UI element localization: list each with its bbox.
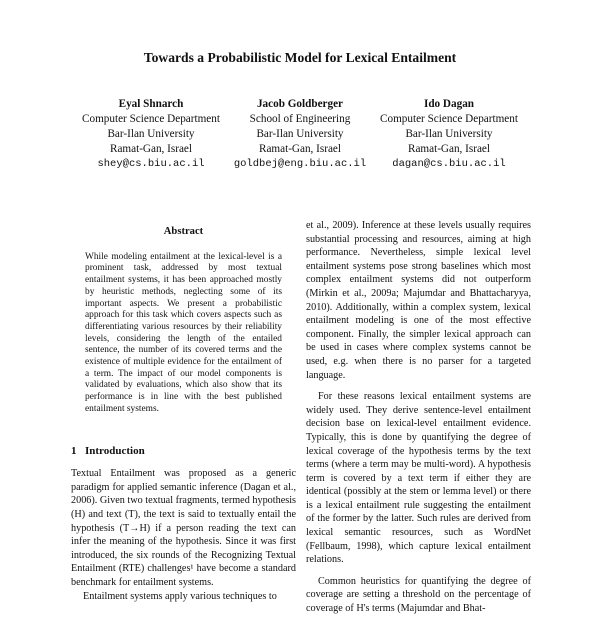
author-institution: Bar-Ilan University xyxy=(256,128,344,140)
author-name: Ido Dagan xyxy=(423,98,475,110)
author-block-3 xyxy=(369,97,529,172)
body-paragraph-3: Common heuristics for quantifying the degree of coverage are setting a threshold on the percentage of coverage of H's terms (Majumdar and Bhat- xyxy=(306,575,531,615)
author-institution: Bar-Ilan University xyxy=(107,128,195,140)
author-name: Eyal Shnarch xyxy=(118,98,184,110)
abstract-heading: Abstract xyxy=(163,226,204,237)
author-city: Ramat-Gan, Israel xyxy=(258,143,341,155)
abstract-text: While modeling entailment at the lexical-level is a prominent task, addressed by most textual entailment systems, it has been approached mostly by heuristic methods, neglecting some of its important aspects. We present a probabilistic approach for this task which covers aspects such as differentiating various resources by their reliability levels, considering the length of the entailed sentence, the number of its covered terms and the existence of multiple evidence for the entailment of a term. The impact of our model components is validated by evaluations, which also show that its performance is in line with the best published entailment systems. xyxy=(85,251,282,414)
author-department: Computer Science Department xyxy=(380,113,518,125)
author-institution: Bar-Ilan University xyxy=(405,128,493,140)
author-block-1 xyxy=(71,97,231,172)
section-heading-introduction xyxy=(71,446,296,458)
author-email: shey@cs.biu.ac.il xyxy=(97,158,205,170)
author-block-2 xyxy=(220,97,380,172)
author-city: Ramat-Gan, Israel xyxy=(407,143,490,155)
intro-paragraph-1: Textual Entailment was proposed as a generic paradigm for applied semantic inference (Dagan et al., 2006). Given two textual fragments, termed hypothesis (H) and text (T), the text is said to textually entail the hypothesis (T→H) if a person reading the text can infer the meaning of the hypothesis. Since it was first introduced, the six rounds of the Recognizing Textual Entailment (RTE) challenges¹ have become a standard benchmark for entailment systems. xyxy=(71,468,296,588)
abstract-body xyxy=(71,252,296,416)
intro-paragraph-2: Entailment systems apply various techniques to xyxy=(83,590,277,602)
author-email: dagan@cs.biu.ac.il xyxy=(392,158,506,170)
right-column xyxy=(306,219,531,624)
paper-title: Towards a Probabilistic Model for Lexical Entailment xyxy=(143,50,457,65)
body-paragraph-1: et al., 2009). Inference at these levels usually requires substantial processing and resources, aiming at high performance. Nevertheless, simple lexical level entailment systems pose strong baselines which most complex entailment systems did not outperform (Mirkin et al., 2009a; Majumdar and Bhattacharyya, 2010). Additionally, within a complex system, lexical entailment modeling is one of the most effective component. Finally, the simpler lexical approach can be used in cases where complex systems cannot be used, e.g. when there is no parser for a targeted language. xyxy=(306,220,531,381)
author-email: goldbej@eng.biu.ac.il xyxy=(233,158,367,170)
section-title: Introduction xyxy=(85,444,145,457)
author-department: Computer Science Department xyxy=(82,113,220,125)
left-column xyxy=(71,221,296,603)
author-name: Jacob Goldberger xyxy=(256,98,344,110)
author-city: Ramat-Gan, Israel xyxy=(109,143,192,155)
author-department: School of Engineering xyxy=(249,113,351,125)
body-paragraph-2: For these reasons lexical entailment systems are widely used. They derive sentence-level entailment decision base on lexical-level entailment evidence. Typically, this is done by quantifying the degree of lexical coverage of the hypothesis terms by the text terms (where a term may be multi-word). A hypothesis term is covered by a text term if either they are identical (possibly at the stem or lemma level) or there is a lexical entailment rule suggesting the entailment of the former by the latter. Such rules are derived from lexical semantic resources, such as WordNet (Fellbaum, 1998), which capture lexical entailment relations. xyxy=(306,391,531,566)
section-number: 1 xyxy=(71,444,77,457)
